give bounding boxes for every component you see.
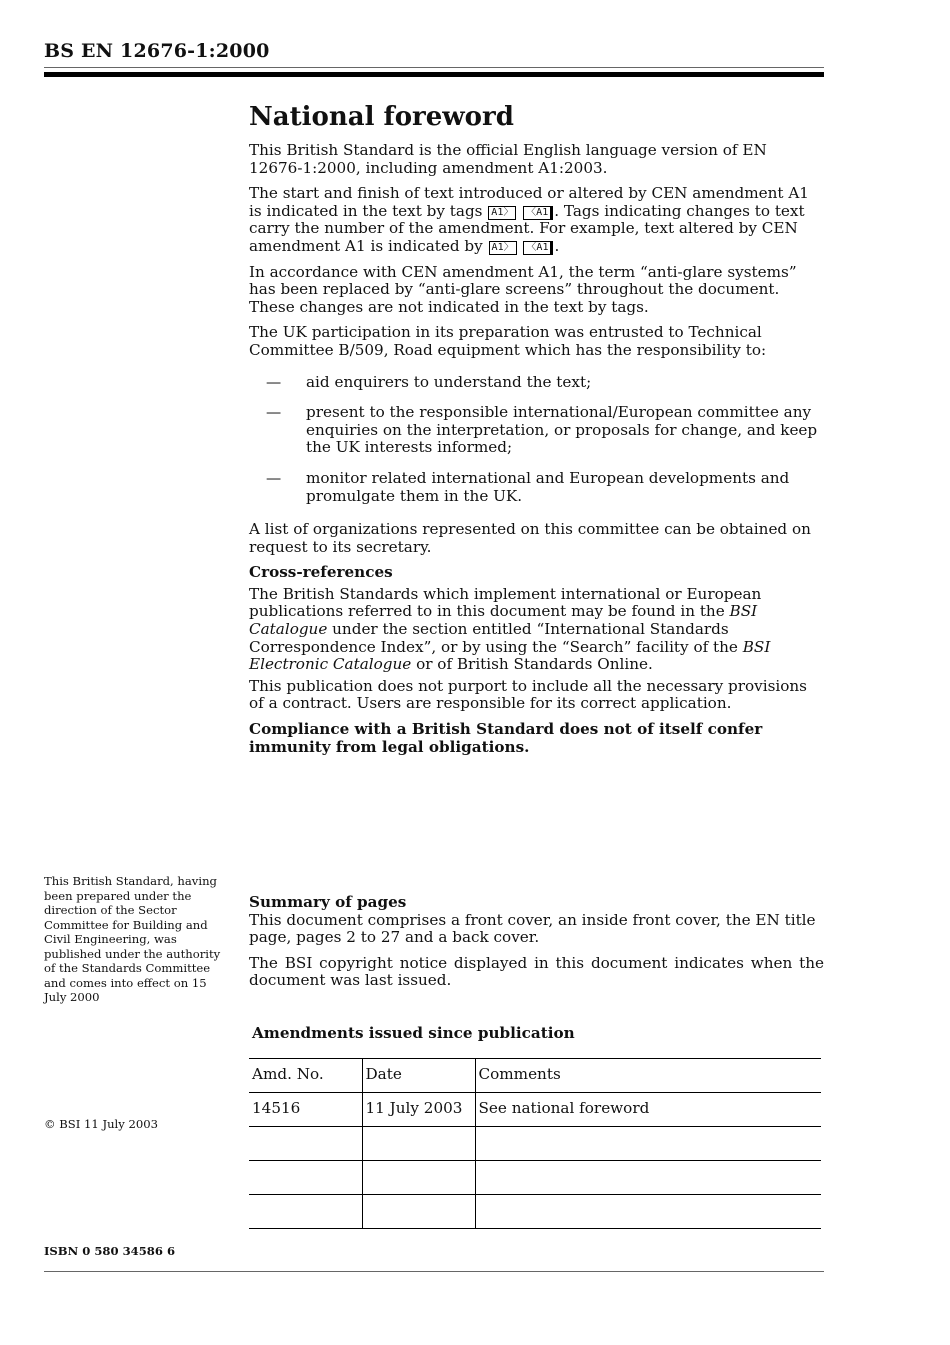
organizations-paragraph: A list of organizations represented on this committee can be obtained on request to its secretary. [249,520,811,556]
table-cell [249,1127,362,1161]
table-cell [475,1127,821,1161]
isbn: ISBN 0 580 34586 6 [44,1244,176,1258]
side-note: This British Standard, having been prepared under the direction of the Sector Committee for Building and Civil Engineering, was published under the authority of the Standards Committee and comes into effect on 15 July 2000 [44,874,221,1004]
dash-bullet-icon: — [266,372,282,391]
amendment-end-tag-icon: 〈 A1 [523,241,553,255]
table-header-row [249,1059,821,1093]
tags-text-b: . Tags indicating changes to text carry the number of the amendment. For example, text altered by CEN amendment A1 is indicated by [249,201,805,255]
list-item: — aid enquirers to understand the text; [266,372,592,391]
header-thick-rule [44,72,824,77]
provisions-paragraph: This publication does not purport to include all the necessary provisions of a contract. Users are responsible for its correct application. [249,676,807,713]
responsibility-list [249,374,824,506]
amendments-title: Amendments issued since publication [252,1024,575,1042]
table-cell: 14516 [249,1093,362,1127]
table-cell [475,1195,821,1229]
table-cell [362,1195,475,1229]
tags-paragraph [249,185,824,255]
committee-paragraph: The UK participation in its preparation was entrusted to Technical Committee B/509, Road equipment which has the responsibility to: [249,323,767,359]
bsi-catalogue-title: BSI Catalogue [249,602,758,639]
table-cell [249,1195,362,1229]
cross-references-heading: Cross-references [249,563,393,582]
table-row [249,1161,821,1195]
amendments-table [249,1058,821,1229]
footer-rule [44,1271,824,1272]
table-row [249,1195,821,1229]
table-row [249,1127,821,1161]
main-column [249,100,824,764]
amendment-start-tag-icon: A1 〉 [488,206,516,220]
header-thin-rule [44,67,824,68]
list-item: — present to the responsible international/European committee any enquiries on the interpretation, or proposals for change, and keep the UK interests informed; [266,403,818,457]
bsi-electronic-catalogue-title: BSI Electronic Catalogue [249,637,771,674]
cross-references-paragraph: The British Standards which implement international or European publications referred to in this document may be found in the BSI Catalogue under the section entitled “International Standards Correspondence Index”, or by using the “Search” facility of the BSI Electronic Catalogue or of British Standards Online. [249,584,771,674]
dash-bullet-icon: — [266,403,282,422]
table-row [249,1093,821,1127]
summary-section [249,894,824,998]
table-cell: 11 July 2003 [362,1093,475,1127]
column-header: Amd. No. [249,1059,362,1093]
amendment-start-tag-icon: A1 〉 [489,241,517,255]
summary-heading: Summary of pages [249,893,407,911]
list-item: — monitor related international and European developments and promulgate them in the UK. [266,468,790,505]
tags-text-c: . [554,236,560,255]
anti-glare-paragraph: In accordance with CEN amendment A1, the term “anti-glare systems” has been replaced by “anti-glare screens” throughout the document. These changes are not indicated in the text by tags. [249,262,797,316]
tags-text-a: The start and finish of text introduced or altered by CEN amendment A1 is indicated in the text by tags [249,184,809,220]
dash-bullet-icon: — [266,468,282,487]
document-id: BS EN 12676-1:2000 [44,40,270,62]
column-header: Date [362,1059,475,1093]
table-cell [362,1127,475,1161]
table-cell [249,1161,362,1195]
copyright-line: © BSI 11 July 2003 [44,1117,159,1131]
column-header: Comments [475,1059,821,1093]
amendment-end-tag-icon: 〈 A1 [523,206,553,220]
page-title: National foreword [249,102,514,132]
table-cell [362,1161,475,1195]
intro-paragraph: This British Standard is the official English language version of EN 12676-1:2000, including amendment A1:2003. [249,141,767,177]
summary-paragraph: This document comprises a front cover, an inside front cover, the EN title page, pages 2 to 27 and a back cover. [249,910,816,947]
copyright-notice-paragraph: The BSI copyright notice displayed in this document indicates when the document was last issued. [249,953,824,990]
table-cell [475,1161,821,1195]
compliance-statement: Compliance with a British Standard does not of itself confer immunity from legal obligations. [249,720,763,756]
table-cell: See national foreword [475,1093,821,1127]
